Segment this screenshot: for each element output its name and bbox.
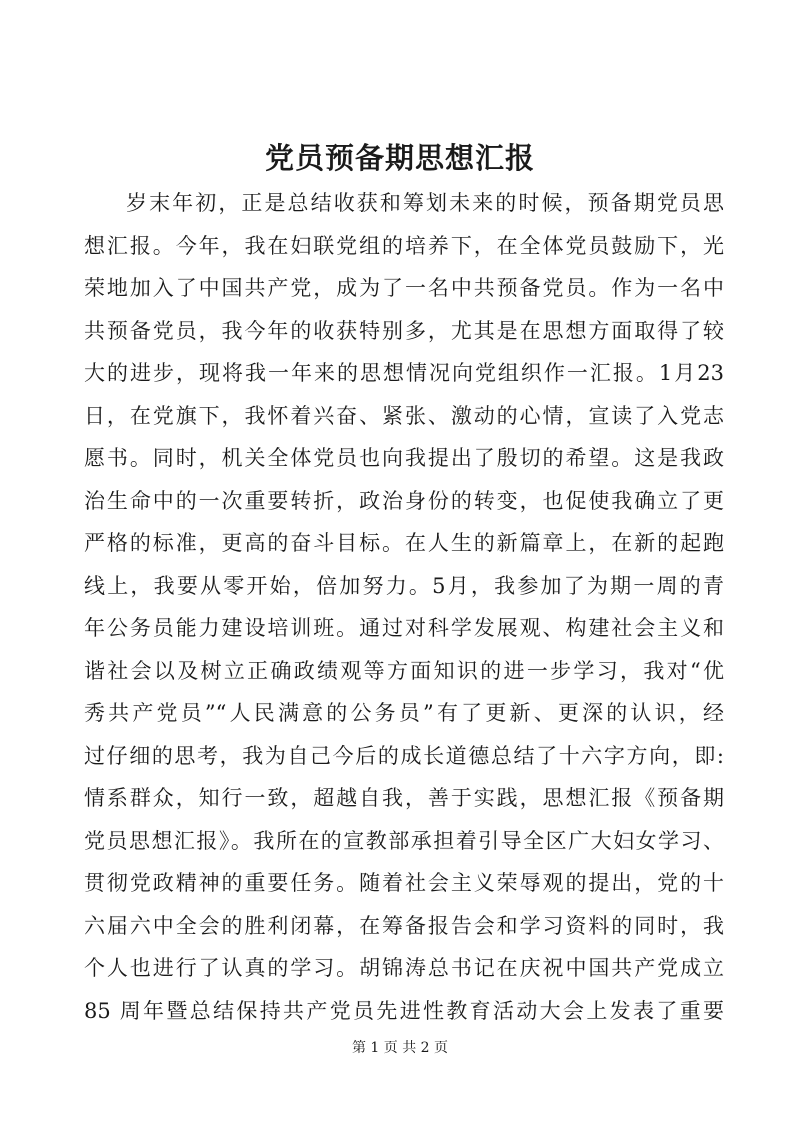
body-line: 秀共产党员”“人民满意的公务员”有了更新、更深的认识，经 [84, 701, 724, 725]
body-line: 想汇报。今年，我在妇联党组的培养下，在全体党员鼓励下，光 [84, 233, 724, 258]
body-line: 日，在党旗下，我怀着兴奋、紧张、激动的心情，宣读了入党志 [84, 403, 724, 428]
page-number-footer: 第 1 页 共 2 页 [351, 1040, 449, 1056]
body-line: 情系群众，知行一致，超越自我，善于实践，思想汇报《预备期 [84, 786, 724, 810]
body-line: 85 周年暨总结保持共产党员先进性教育活动大会上发表了重要 [84, 998, 724, 1023]
body-line: 荣地加入了中国共产党，成为了一名中共预备党员。作为一名中 [84, 276, 724, 300]
body-line: 共预备党员，我今年的收获特别多，尤其是在思想方面取得了较 [84, 318, 724, 343]
body-line: 过仔细的思考，我为自己今后的成长道德总结了十六字方向，即: [84, 743, 724, 768]
body-line: 贯彻党政精神的重要任务。随着社会主义荣辱观的提出，党的十 [84, 871, 724, 895]
body-line: 线上，我要从零开始，倍加努力。5月，我参加了为期一周的青 [84, 573, 724, 598]
body-line: 年公务员能力建设培训班。通过对科学发展观、构建社会主义和 [84, 616, 724, 640]
body-line: 六届六中全会的胜利闭幕，在筹备报告会和学习资料的同时，我 [84, 913, 724, 938]
body-line: 大的进步，现将我一年来的思想情况向党组织作一汇报。1月23 [84, 361, 724, 385]
body-line: 谐社会以及树立正确政绩观等方面知识的进一步学习，我对“优 [84, 658, 724, 683]
body-line: 愿书。同时，机关全体党员也向我提出了殷切的希望。这是我政 [84, 446, 724, 470]
body-line: 治生命中的一次重要转折，政治身份的转变，也促使我确立了更 [84, 488, 724, 513]
body-line: 党员思想汇报》。我所在的宣教部承担着引导全区广大妇女学习、 [84, 828, 724, 853]
body-line: 岁末年初，正是总结收获和筹划未来的时候，预备期党员思 [126, 191, 724, 215]
body-line: 个人也进行了认真的学习。胡锦涛总书记在庆祝中国共产党成立 [84, 956, 724, 980]
document-body [84, 182, 724, 1032]
document-title: 党员预备期思想汇报 [264, 141, 535, 175]
body-line: 严格的标准，更高的奋斗目标。在人生的新篇章上，在新的起跑 [84, 531, 724, 555]
